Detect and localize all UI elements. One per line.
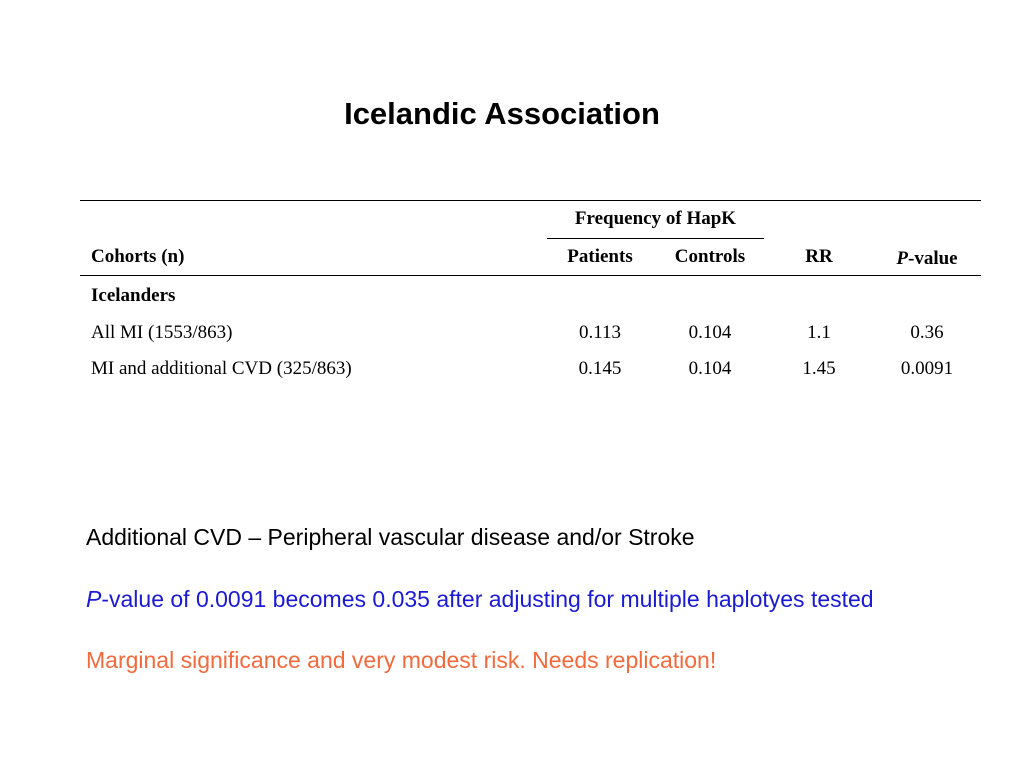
- table-top-rule: [80, 200, 981, 201]
- group-header-underline: [547, 238, 764, 239]
- row-rr: 1.45: [802, 358, 836, 379]
- table-header-rule: [80, 275, 981, 276]
- header-pvalue-rest: -value: [908, 248, 958, 269]
- row-pvalue: 0.36: [910, 322, 944, 343]
- header-rr: RR: [805, 246, 833, 267]
- header-patients: Patients: [567, 246, 633, 267]
- header-cohorts: Cohorts (n): [91, 246, 185, 267]
- row-patients: 0.145: [578, 358, 622, 379]
- group-header-frequency: Frequency of HapK: [574, 208, 737, 229]
- note-pvalue-rest: -value of 0.0091 becomes 0.035 after adjusting for multiple haplotyes tested: [101, 586, 874, 612]
- note-additional-cvd: Additional CVD – Peripheral vascular disease and/or Stroke: [86, 524, 695, 550]
- row-pvalue: 0.0091: [900, 358, 954, 379]
- row-cohort: MI and additional CVD (325/863): [91, 358, 352, 379]
- row-controls: 0.104: [688, 358, 732, 379]
- row-controls: 0.104: [688, 322, 732, 343]
- note-pvalue-adjustment: [86, 584, 874, 614]
- section-icelanders: Icelanders: [91, 285, 176, 306]
- row-cohort: All MI (1553/863): [91, 322, 233, 343]
- header-controls: Controls: [674, 246, 746, 267]
- row-patients: 0.113: [578, 322, 622, 343]
- row-rr: 1.1: [807, 322, 831, 343]
- slide-title: Icelandic Association: [344, 96, 660, 131]
- header-pvalue: [876, 247, 978, 271]
- header-pvalue-italic: P: [896, 248, 908, 269]
- note-significance: Marginal significance and very modest risk. Needs replication!: [86, 647, 717, 673]
- note-pvalue-italic: P: [86, 586, 102, 612]
